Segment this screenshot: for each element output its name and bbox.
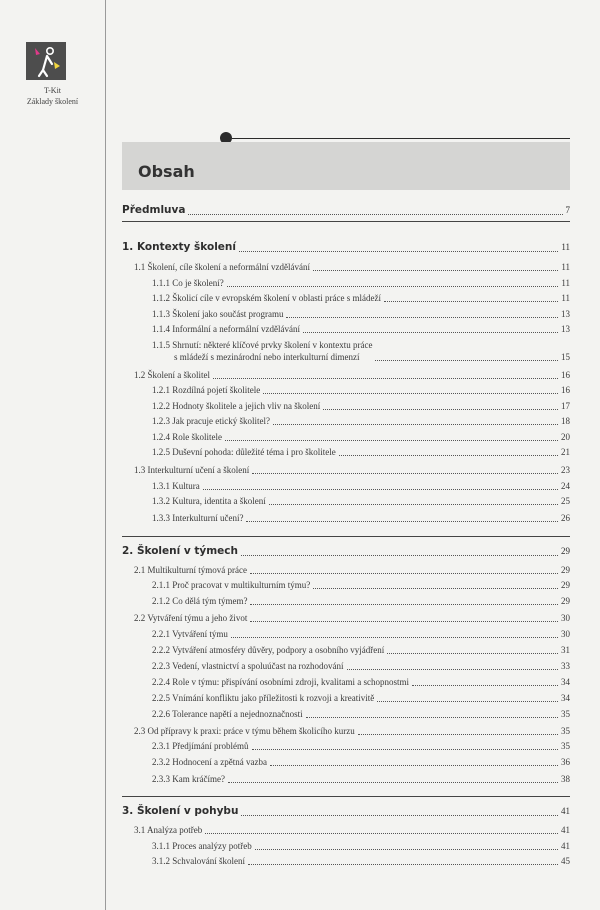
toc-subsection[interactable]: 1.3.2 Kultura, identita a školení 25: [152, 496, 570, 506]
toc-chapter[interactable]: 2. Školení v týmech 29: [122, 545, 570, 557]
toc-subsection[interactable]: 1.1.1 Co je školení? 11: [152, 278, 570, 288]
toc-chapter[interactable]: Předmluva 7: [122, 204, 570, 216]
page-title: Obsah: [138, 162, 195, 181]
toc-subsection[interactable]: 2.2.1 Vytváření týmu 30: [152, 629, 570, 639]
toc-subsection[interactable]: 2.3.1 Předjímání problémů 35: [152, 741, 570, 751]
sidebar: [0, 0, 105, 910]
toc-subsection[interactable]: 1.2.4 Role školitele 20: [152, 432, 570, 442]
toc-section[interactable]: 2.3 Od přípravy k praxi: práce v týmu během školicího kurzu 35: [134, 726, 570, 736]
toc-subsection[interactable]: 1.2.2 Hodnoty školitele a jejich vliv na školení 17: [152, 401, 570, 411]
toc-subsection[interactable]: 3.1.1 Proces analýzy potřeb 41: [152, 841, 570, 851]
t-kit-label: T-Kit: [43, 86, 62, 95]
toc-line-1: 1.1.5 Shrnutí: některé klíčové prvky školení v kontextu práce: [152, 340, 373, 350]
t-kit-logo: [26, 42, 66, 80]
toc-subsection[interactable]: 1.1.3 Školení jako součást programu 13: [152, 309, 570, 319]
toc-section[interactable]: 1.3 Interkulturní učení a školení 23: [134, 465, 570, 475]
toc-subsection[interactable]: 2.3.2 Hodnocení a zpětná vazba 36: [152, 757, 570, 767]
toc-subsection[interactable]: 2.2.6 Tolerance napětí a nejednoznačnosti 35: [152, 709, 570, 719]
toc-subsection[interactable]: 1.3.3 Interkulturní učení? 26: [152, 513, 570, 523]
toc-subsection[interactable]: 1.3.1 Kultura 24: [152, 481, 570, 491]
section-divider: [122, 221, 570, 222]
sidebar-subtitle: Základy školení: [26, 97, 79, 106]
toc-subsection[interactable]: 3.1.2 Schvalování školení 45: [152, 856, 570, 866]
toc-subsection[interactable]: 2.2.2 Vytváření atmosféry důvěry, podpory a osobního vyjádření 31: [152, 645, 570, 655]
toc-section[interactable]: 1.1 Školení, cíle školení a neformální vzdělávání 11: [134, 262, 570, 272]
toc-subsection[interactable]: 1.1.2 Školicí cíle v evropském školení v oblasti práce s mládeží 11: [152, 293, 570, 303]
toc-subsection[interactable]: 2.3.3 Kam kráčíme? 38: [152, 774, 570, 784]
toc-section[interactable]: 2.2 Vytváření týmu a jeho život 30: [134, 613, 570, 623]
heading-band: [122, 142, 570, 190]
toc-section[interactable]: 3.1 Analýza potřeb 41: [134, 825, 570, 835]
toc-subsection[interactable]: 1.2.5 Duševní pohoda: důležité téma i pro školitele 21: [152, 447, 570, 457]
toc-subsection[interactable]: 1.2.1 Rozdílná pojetí školitele 16: [152, 385, 570, 395]
toc-line-2: s mládeží s mezinárodní nebo interkulturní dimenzí: [174, 352, 360, 362]
toc-subsection[interactable]: 1.1.5 Shrnutí: některé klíčové prvky školení v kontextu práce s mládeží s mezinárodní nebo interkulturní dimenzí 15: [152, 340, 570, 362]
toc-subsection[interactable]: 1.2.3 Jak pracuje etický školitel? 18: [152, 416, 570, 426]
toc-subsection[interactable]: 2.1.2 Co dělá tým týmem? 29: [152, 596, 570, 606]
toc-subsection[interactable]: 2.2.3 Vedení, vlastnictví a spoluúčast na rozhodování 33: [152, 661, 570, 671]
toc-subsection[interactable]: 2.2.4 Role v týmu: přispívání osobními zdroji, kvalitami a schopnostmi 34: [152, 677, 570, 687]
toc-subsection[interactable]: 2.1.1 Proč pracovat v multikulturním týmu? 29: [152, 580, 570, 590]
margin-divider: [105, 0, 106, 910]
toc-chapter[interactable]: 1. Kontexty školení 11: [122, 241, 570, 253]
toc-section[interactable]: 1.2 Školení a školitel 16: [134, 370, 570, 380]
section-divider: [122, 536, 570, 537]
toc-subsection[interactable]: 1.1.4 Informální a neformální vzdělávání 13: [152, 324, 570, 334]
heading-rule: [232, 138, 570, 139]
toc-section[interactable]: 2.1 Multikulturní týmová práce 29: [134, 565, 570, 575]
toc-subsection[interactable]: 2.2.5 Vnímání konfliktu jako příležitosti k rozvoji a kreativitě 34: [152, 693, 570, 703]
toc-chapter[interactable]: 3. Školení v pohybu 41: [122, 805, 570, 817]
section-divider: [122, 796, 570, 797]
